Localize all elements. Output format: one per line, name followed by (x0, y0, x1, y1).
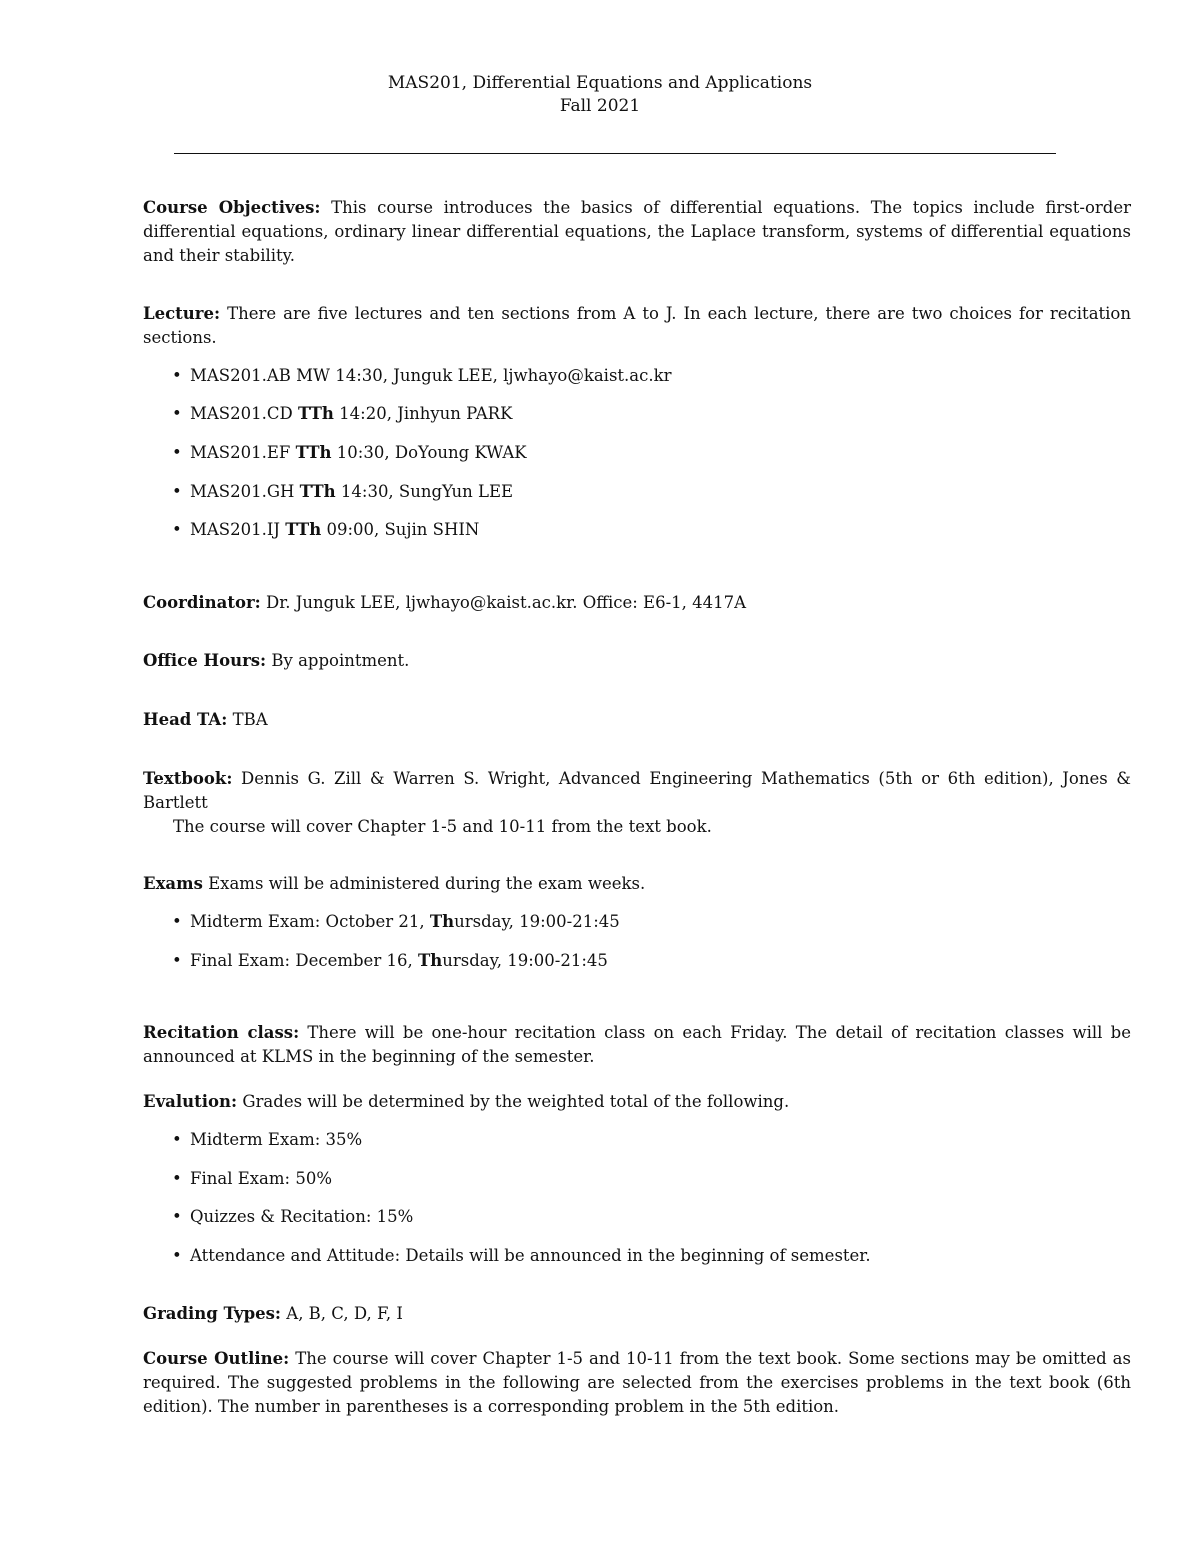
lecture-text: There are five lectures and ten sections from A to J. In each lecture, there are two choices for recitation sections. (143, 304, 1131, 347)
bullet-icon: • (172, 1207, 182, 1226)
bullet-icon: • (172, 1246, 182, 1265)
objectives-label: Course Objectives: (143, 198, 321, 217)
section-coordinator (143, 591, 1131, 615)
recitation-label: Recitation class: (143, 1023, 300, 1042)
recitation-text: There will be one-hour recitation class on each Friday. The detail of recitation classes will be announced at KLMS in the beginning of the semester. (143, 1023, 1131, 1066)
textbook-label: Textbook: (143, 769, 233, 788)
list-item: • MAS201.CD TTh 14:20, Jinhyun PARK (172, 402, 512, 426)
section-lecture (143, 302, 1131, 350)
list-item: • MAS201.IJ TTh 09:00, Sujin SHIN (172, 518, 479, 542)
coordinator-label: Coordinator: (143, 593, 261, 612)
list-item: • MAS201.EF TTh 10:30, DoYoung KWAK (172, 441, 527, 465)
list-item: • Final Exam: December 16, Thursday, 19:00-21:45 (172, 949, 608, 973)
section-objectives (143, 196, 1131, 268)
section-evaluation (143, 1090, 1131, 1114)
evaluation-text: Grades will be determined by the weighted total of the following. (242, 1092, 790, 1111)
course-title: MAS201, Differential Equations and Applications (387, 73, 813, 93)
bullet-icon: • (172, 1169, 182, 1188)
exams-label: Exams (143, 874, 203, 893)
section-exams (143, 872, 1131, 896)
bullet-icon: • (172, 482, 182, 501)
section-grading (143, 1302, 1131, 1326)
list-item: • Midterm Exam: 35% (172, 1128, 362, 1152)
head-ta-label: Head TA: (143, 710, 228, 729)
list-item: • Final Exam: 50% (172, 1167, 332, 1191)
office-hours-text: By appointment. (271, 651, 410, 670)
textbook-note: The course will cover Chapter 1-5 and 10-11 from the text book. (173, 817, 712, 836)
section-recitation (143, 1021, 1131, 1069)
bullet-icon: • (172, 520, 182, 539)
bullet-icon: • (172, 912, 182, 931)
exams-text: Exams will be administered during the exam weeks. (208, 874, 646, 893)
bullet-icon: • (172, 366, 182, 385)
outline-text: The course will cover Chapter 1-5 and 10-11 from the text book. Some sections may be omitted as required. The suggested problems in the following are selected from the exercises problems in the text book (6th edition). The number in parentheses is a corresponding problem in the 5th edition. (143, 1349, 1131, 1416)
document-header (0, 72, 1200, 118)
textbook-text: Dennis G. Zill & Warren S. Wright, Advanced Engineering Mathematics (5th or 6th edition), Jones & Bartlett (143, 769, 1131, 812)
head-ta-text: TBA (232, 710, 268, 729)
list-item: • Midterm Exam: October 21, Thursday, 19:00-21:45 (172, 910, 620, 934)
header-divider (174, 153, 1056, 154)
bullet-icon: • (172, 443, 182, 462)
list-item: • MAS201.GH TTh 14:30, SungYun LEE (172, 480, 513, 504)
section-head-ta (143, 708, 1131, 732)
grading-label: Grading Types: (143, 1304, 282, 1323)
office-hours-label: Office Hours: (143, 651, 267, 670)
bullet-icon: • (172, 1130, 182, 1149)
bullet-icon: • (172, 404, 182, 423)
list-item: • MAS201.AB MW 14:30, Junguk LEE, ljwhayo@kaist.ac.kr (172, 364, 672, 388)
objectives-text: This course introduces the basics of differential equations. The topics include first-order differential equations, ordinary linear differential equations, the Laplace transform, systems of differential equations and their stability. (143, 198, 1132, 265)
evaluation-label: Evalution: (143, 1092, 238, 1111)
section-textbook (143, 767, 1131, 839)
section-outline (143, 1347, 1131, 1419)
lecture-label: Lecture: (143, 304, 221, 323)
outline-label: Course Outline: (143, 1349, 290, 1368)
list-item: • Attendance and Attitude: Details will be announced in the beginning of semester. (172, 1244, 871, 1268)
bullet-icon: • (172, 951, 182, 970)
grading-text: A, B, C, D, F, I (286, 1304, 403, 1323)
course-term: Fall 2021 (559, 96, 641, 116)
list-item: • Quizzes & Recitation: 15% (172, 1205, 413, 1229)
section-office-hours (143, 649, 1131, 673)
coordinator-text: Dr. Junguk LEE, ljwhayo@kaist.ac.kr. Office: E6-1, 4417A (266, 593, 747, 612)
